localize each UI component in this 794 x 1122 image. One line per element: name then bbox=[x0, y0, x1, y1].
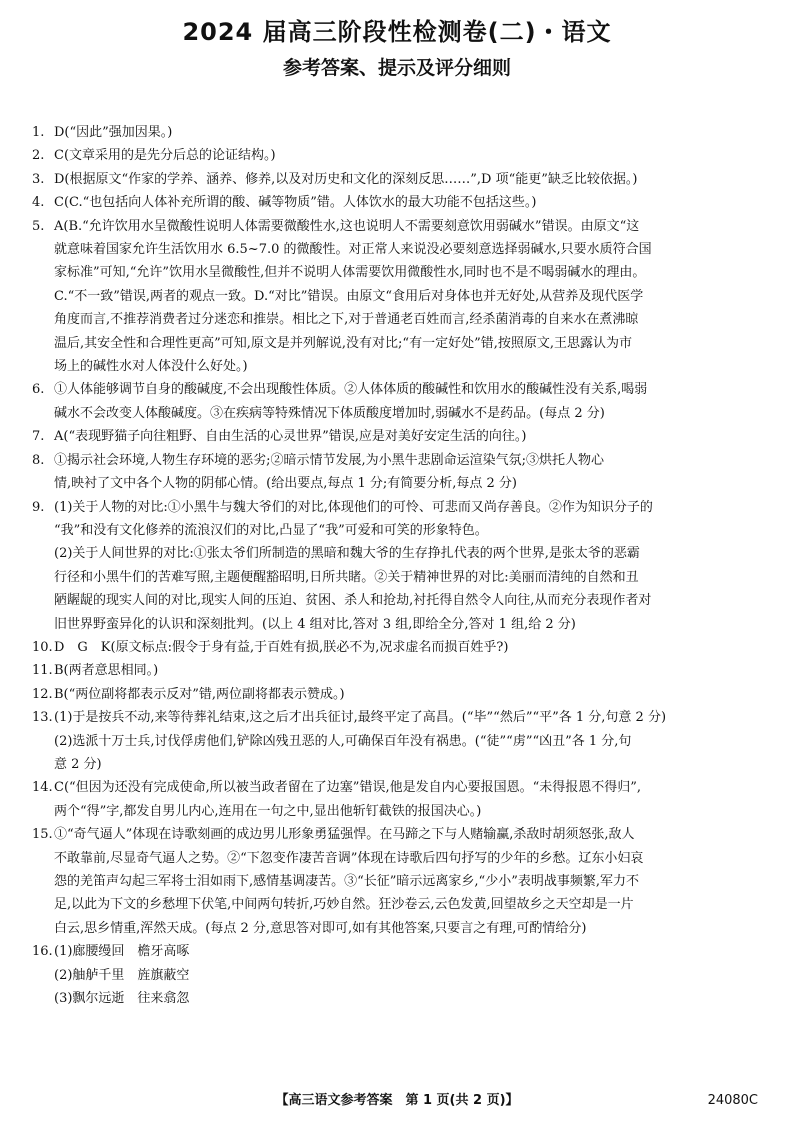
answer-number: 2. bbox=[32, 148, 45, 164]
answer-line: (1)关于人物的对比:①小黑牛与魏大爷们的对比,体现他们的可怜、可悲而又尚存善良。②作为知识分子的 bbox=[54, 499, 653, 515]
answer-line: 足,以此为下文的乡愁埋下伏笔,中间两句转折,巧妙自然。狂沙卷云,云色发黄,回望故乡之天空却是一片 bbox=[54, 897, 634, 913]
answer-number: 15. bbox=[32, 827, 53, 843]
footer-code: 24080C bbox=[707, 1093, 758, 1108]
answer-line: A(“表现野猫子向往粗野、自由生活的心灵世界”错误,应是对美好安定生活的向往。) bbox=[54, 429, 527, 445]
answer-item bbox=[32, 706, 784, 776]
answer-number: 14. bbox=[32, 780, 53, 796]
answer-item bbox=[32, 823, 784, 940]
answer-line: 就意味着国家允许生活饮用水 6.5~7.0 的微酸性。对正常人来说没必要刻意选择弱碱水,只要水质符合国 bbox=[54, 242, 652, 258]
answer-line: 意 2 分) bbox=[54, 756, 102, 772]
answer-number: 7. bbox=[32, 429, 45, 445]
answer-number: 16. bbox=[32, 944, 53, 960]
answer-line: (2)舳舻千里 旌旗蔽空 bbox=[54, 967, 190, 983]
answer-item bbox=[32, 144, 784, 167]
page-title: 2024 届高三阶段性检测卷(二)・语文 bbox=[182, 18, 612, 46]
answer-line: C(C.“也包括向人体补充所谓的酸、碱等物质”错。人体饮水的最大功能不包括这些。) bbox=[54, 195, 537, 211]
answer-item bbox=[32, 425, 784, 448]
answer-line: 场上的碱性水对人体没什么好处。) bbox=[54, 359, 248, 375]
answer-list bbox=[32, 121, 784, 1010]
answer-line: 怨的羌笛声勾起三军将士泪如雨下,感情基调凄苦。③“长征”暗示远离家乡,“少小”表明战事频繁,军力不 bbox=[54, 874, 639, 889]
answer-item bbox=[32, 940, 784, 1010]
answer-number: 11. bbox=[32, 663, 53, 679]
answer-line: 碱水不会改变人体酸碱度。③在疾病等特殊情况下体质酸度增加时,弱碱水不是药品。(每点 2 分) bbox=[54, 405, 605, 421]
answer-number: 3. bbox=[32, 171, 45, 187]
answer-line: (2)选派十万士兵,讨伐俘虏他们,铲除凶残丑恶的人,可确保百年没有祸患。(“徒”“虏”“凶丑”各 1 分,句 bbox=[54, 733, 632, 749]
answer-number: 12. bbox=[32, 686, 53, 702]
answer-item bbox=[32, 215, 784, 379]
answer-line: 两个“得”字,都发自男儿内心,连用在一句之中,显出他斩钉截铁的报国决心。) bbox=[54, 803, 482, 819]
answer-line: C(“但因为还没有完成使命,所以被当政者留在了边塞”错误,他是发自内心要报国恩。“未得报恩不得归”, bbox=[54, 780, 642, 796]
answer-line: C(文章采用的是先分后总的论证结构。) bbox=[54, 148, 276, 164]
answer-line: D(“因此”强加因果。) bbox=[54, 125, 173, 140]
answer-line: D G K(原文标点:假令于身有益,于百姓有损,朕必不为,况求虚名而损百姓乎?) bbox=[54, 639, 509, 655]
answer-number: 4. bbox=[32, 195, 45, 211]
answer-item bbox=[32, 378, 784, 425]
answer-line: (3)飘尔远逝 往来翕忽 bbox=[54, 991, 190, 1007]
answer-line: 不敢靠前,尽显奇气逼人之势。②“下忽变作凄苦音调”体现在诗歌后四句抒写的少年的乡愁。辽东小妇哀 bbox=[54, 850, 644, 866]
answer-item bbox=[32, 683, 784, 706]
answer-line: A(B.“允许饮用水呈微酸性说明人体需要微酸性水,这也说明人不需要刻意饮用弱碱水”错误。由原文“这 bbox=[54, 218, 640, 234]
answer-line: ①“奇气逼人”体现在诗歌刻画的成边男儿形象勇猛强悍。在马蹄之下与人赌输赢,杀敌时胡须怒张,敌人 bbox=[54, 827, 635, 843]
answer-item bbox=[32, 121, 784, 144]
answer-line: “我”和没有文化修养的流浪汉们的对比,凸显了“我”可爱和可笑的形象特色。 bbox=[54, 522, 488, 538]
answer-item bbox=[32, 449, 784, 496]
answer-line: 温后,其安全性和合理性更高”可知,原文是并列解说,没有对比;“有一定好处”错,按照原文,王思露认为市 bbox=[54, 335, 632, 351]
answer-line: ①人体能够调节自身的酸碱度,不会出现酸性体质。②人体体质的酸碱性和饮用水的酸碱性没有关系,喝弱 bbox=[54, 382, 648, 398]
answer-item bbox=[32, 496, 784, 636]
answer-line: D(根据原文“作家的学养、涵养、修养,以及对历史和文化的深刻反思……”,D 项“能更”缺乏比较依据。) bbox=[54, 171, 638, 187]
answer-item bbox=[32, 636, 784, 659]
answer-item bbox=[32, 191, 784, 214]
answer-item bbox=[32, 776, 784, 823]
answer-number: 8. bbox=[32, 452, 45, 468]
answer-line: (2)关于人间世界的对比:①张太爷们所制造的黑暗和魏大爷的生存挣扎代表的两个世界,是张太爷的恶霸 bbox=[54, 546, 640, 562]
answer-line: B(两者意思相同。) bbox=[54, 663, 159, 679]
answer-item bbox=[32, 659, 784, 682]
answer-line: 白云,思乡情重,浑然天成。(每点 2 分,意思答对即可,如有其他答案,只要言之有理,可酌情给分) bbox=[54, 920, 587, 936]
answer-line: B(“两位副将都表示反对”错,两位副将都表示赞成。) bbox=[54, 686, 345, 702]
answer-line: 家标准”可知,“允许”饮用水呈微酸性,但并不说明人体需要饮用微酸性水,同时也不是不喝弱碱水的理由。 bbox=[54, 265, 646, 281]
answer-number: 5. bbox=[32, 218, 45, 234]
page-subtitle: 参考答案、提示及评分细则 bbox=[282, 57, 511, 79]
answer-number: 13. bbox=[32, 710, 53, 726]
answer-line: (1)于是按兵不动,来等待葬礼结束,这之后才出兵征讨,最终平定了高昌。(“毕”“然后”“平”各 1 分,句意 2 分) bbox=[54, 710, 667, 726]
answer-line: 角度而言,不推荐消费者过分迷恋和推崇。相比之下,对于普通老百姓而言,经杀菌消毒的自来水在煮沸晾 bbox=[54, 312, 639, 328]
answer-line: ①揭示社会环境,人物生存环境的恶劣;②暗示情节发展,为小黑牛悲剧命运渲染气氛;③烘托人物心 bbox=[54, 452, 605, 468]
answer-number: 10. bbox=[32, 639, 53, 655]
answer-line: C.“不一致”错误,两者的观点一致。D.“对比”错误。由原文“食用后对身体也并无好处,从营养及现代医学 bbox=[54, 288, 644, 304]
answer-number: 1. bbox=[32, 125, 45, 140]
answer-line: 旧世界野蛮异化的认识和深刻批判。(以上 4 组对比,答对 3 组,即给全分,答对 1 组,给 2 分) bbox=[54, 616, 576, 632]
answer-item bbox=[32, 168, 784, 191]
footer-page-label: 【高三语文参考答案 第 1 页(共 2 页)】 bbox=[275, 1093, 519, 1108]
answer-line: 陋龌龊的现实人间的对比,现实人间的压迫、贫困、杀人和抢劫,衬托得自然令人向往,从而充分表现作者对 bbox=[54, 593, 652, 609]
answer-line: (1)廊腰缦回 檐牙高啄 bbox=[54, 944, 190, 960]
answer-number: 9. bbox=[32, 499, 45, 515]
answer-number: 6. bbox=[32, 382, 45, 398]
answer-line: 行径和小黑牛们的苦难写照,主题便醒豁昭明,日所共睹。②关于精神世界的对比:美丽而清纯的自然和丑 bbox=[54, 569, 639, 585]
answer-line: 情,映衬了文中各个人物的阴郁心情。(给出要点,每点 1 分;有简要分析,每点 2 分) bbox=[54, 476, 517, 492]
